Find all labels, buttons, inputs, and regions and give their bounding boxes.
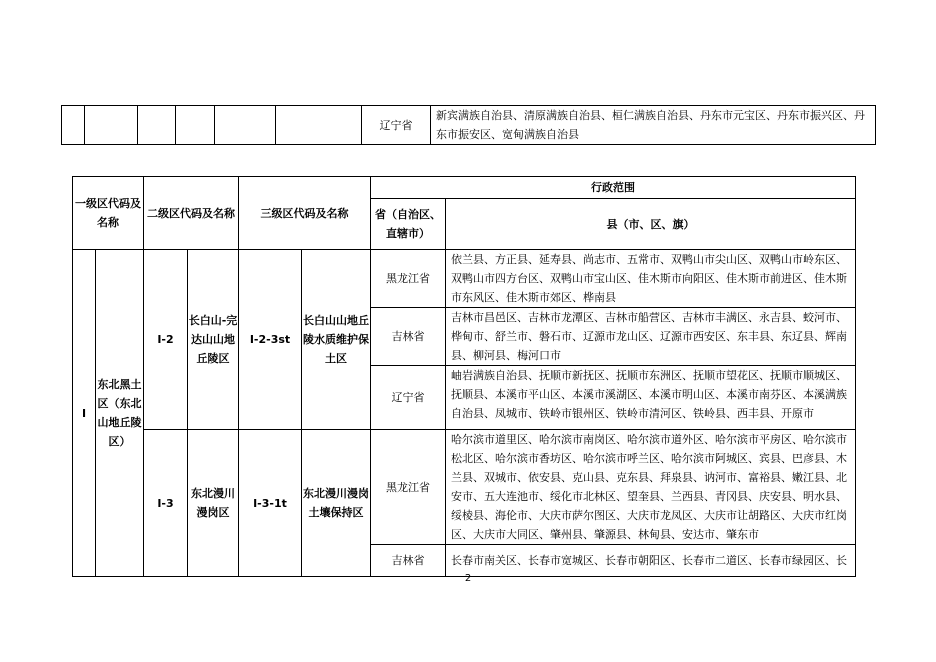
header-level2: 二级区代码及名称 xyxy=(144,177,239,250)
province-cell: 吉林省 xyxy=(371,308,446,366)
level3-code: I-3-1t xyxy=(239,430,302,577)
level2-name: 东北漫川漫岗区 xyxy=(188,430,239,577)
table-row xyxy=(62,106,876,145)
empty-cell xyxy=(138,106,176,145)
header-row xyxy=(73,177,856,199)
counties-cell: 长春市南关区、长春市宽城区、长春市朝阳区、长春市二道区、长春市绿园区、长 xyxy=(446,545,856,577)
counties-cell: 依兰县、方正县、延寿县、尚志市、五常市、双鸭山市尖山区、双鸭山市岭东区、双鸭山市四方台区、双鸭山市宝山区、佳木斯市向阳区、佳木斯市前进区、佳木斯市东风区、佳木斯市郊区、桦南县 xyxy=(446,250,856,308)
counties-cell: 新宾满族自治县、清原满族自治县、桓仁满族自治县、丹东市元宝区、丹东市振兴区、丹东市振安区、宽甸满族自治县 xyxy=(431,106,876,145)
counties-cell: 吉林市昌邑区、吉林市龙潭区、吉林市船营区、吉林市丰满区、永吉县、蛟河市、桦甸市、舒兰市、磐石市、辽源市龙山区、辽源市西安区、东丰县、东辽县、辉南县、柳河县、梅河口市 xyxy=(446,308,856,366)
empty-cell xyxy=(62,106,85,145)
level3-code: I-2-3st xyxy=(239,250,302,430)
counties-cell: 岫岩满族自治县、抚顺市新抚区、抚顺市东洲区、抚顺市望花区、抚顺市顺城区、抚顺县、本溪市平山区、本溪市溪湖区、本溪市明山区、本溪市南芬区、本溪满族自治县、凤城市、铁岭市银州区、铁岭市清河区、铁岭县、西丰县、开原市 xyxy=(446,366,856,430)
level2-code: I-3 xyxy=(144,430,188,577)
page-number: 2 xyxy=(464,573,472,584)
empty-cell xyxy=(215,106,276,145)
level3-name: 长白山山地丘陵水质维护保土区 xyxy=(302,250,371,430)
level2-name: 长白山-完达山山地丘陵区 xyxy=(188,250,239,430)
counties-cell: 哈尔滨市道里区、哈尔滨市南岗区、哈尔滨市道外区、哈尔滨市平房区、哈尔滨市松北区、哈尔滨市香坊区、哈尔滨市呼兰区、哈尔滨市阿城区、宾县、巴彦县、木兰县、双城市、依安县、克山县、克东县、拜泉县、讷河市、富裕县、嫩江县、北安市、五大连池市、绥化市北林区、望奎县、兰西县、青冈县、庆安县、明水县、绥棱县、海伦市、大庆市萨尔图区、大庆市龙凤区、大庆市让胡路区、大庆市红岗区、大庆市大同区、肇州县、肇源县、林甸县、安达市、肇东市 xyxy=(446,430,856,545)
table-row xyxy=(73,250,856,308)
level1-code: I xyxy=(73,250,96,577)
header-level3: 三级区代码及名称 xyxy=(239,177,371,250)
level2-code: I-2 xyxy=(144,250,188,430)
header-county: 县（市、区、旗） xyxy=(446,199,856,250)
continuation-table xyxy=(61,105,876,145)
level1-name: 东北黑土区（东北山地丘陵区） xyxy=(96,250,144,577)
table-row xyxy=(73,430,856,545)
empty-cell xyxy=(276,106,362,145)
province-cell: 黑龙江省 xyxy=(371,250,446,308)
province-cell: 黑龙江省 xyxy=(371,430,446,545)
level3-name: 东北漫川漫岗土壤保持区 xyxy=(302,430,371,577)
empty-cell xyxy=(176,106,215,145)
province-cell: 吉林省 xyxy=(371,545,446,577)
province-cell: 辽宁省 xyxy=(371,366,446,430)
header-admin-scope: 行政范围 xyxy=(371,177,856,199)
province-cell: 辽宁省 xyxy=(362,106,431,145)
empty-cell xyxy=(85,106,138,145)
header-province: 省（自治区、直辖市） xyxy=(371,199,446,250)
header-level1: 一级区代码及名称 xyxy=(73,177,144,250)
zoning-table xyxy=(72,176,856,577)
